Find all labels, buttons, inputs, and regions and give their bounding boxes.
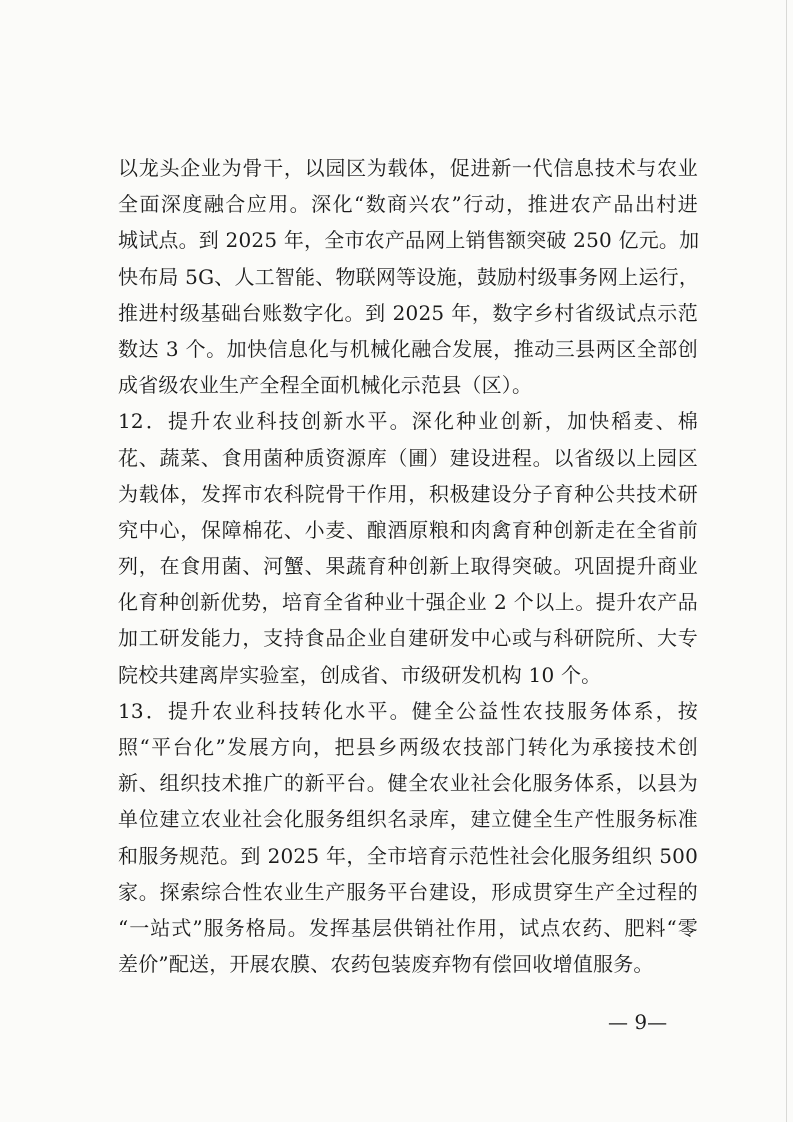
- text-line: 和服务规范。到 2025 年，全市培育示范性社会化服务组织 500: [118, 843, 698, 868]
- text-line: 花、蔬菜、食用菌种质资源库（圃）建设进程。以省级以上园区: [118, 445, 698, 470]
- body-text: [118, 150, 698, 982]
- text-line: 城试点。到 2025 年，全市农产品网上销售额突破 250 亿元。加: [118, 228, 700, 253]
- text-line: 列，在食用菌、河蟹、果蔬育种创新上取得突破。巩固提升商业: [118, 554, 698, 579]
- text-line: 快布局 5G、人工智能、物联网等设施，鼓励村级事务网上运行，: [118, 264, 700, 289]
- text-line: 以龙头企业为骨干，以园区为载体，促进新一代信息技术与农业: [118, 156, 698, 180]
- text-line: 化育种创新优势，培育全省种业十强企业 2 个以上。提升农产品: [118, 590, 698, 615]
- text-line: “一站式”服务格局。发挥基层供销社作用，试点农药、肥料“零: [118, 915, 698, 940]
- text-line: 全面深度融合应用。深化“数商兴农”行动，推进农产品出村进: [118, 192, 698, 217]
- text-line: 推进村级基础台账数字化。到 2025 年，数字乡村省级试点示范: [118, 300, 698, 325]
- text-line: 院校共建离岸实验室，创成省、市级研发机构 10 个。: [118, 662, 602, 687]
- text-line: 新、组织技术推广的新平台。健全农业社会化服务体系，以县为: [118, 771, 698, 796]
- paragraph-12-heading-line: 12．提升农业科技创新水平。深化种业创新，加快稻麦、棉: [118, 409, 698, 434]
- text-line: 数达 3 个。加快信息化与机械化融合发展，推动三县两区全部创: [118, 336, 698, 361]
- text-line: 单位建立农业社会化服务组织名录库，建立健全生产性服务标准: [118, 807, 698, 832]
- page-number: — 9—: [608, 1010, 668, 1034]
- text-line: 家。探索综合性农业生产服务平台建设，形成贯穿生产全过程的: [118, 879, 698, 904]
- text-line: 成省级农业生产全程全面机械化示范县（区）。: [118, 373, 533, 398]
- text-line: 究中心，保障棉花、小麦、酿酒原粮和肉禽育种创新走在全省前: [118, 517, 698, 542]
- paragraph-13-heading-line: 13．提升农业科技转化水平。健全公益性农技服务体系，按: [118, 698, 698, 723]
- text-line: 差价”配送，开展农膜、农药包装废弃物有偿回收增值服务。: [118, 952, 654, 977]
- text-line: 加工研发能力，支持食品企业自建研发中心或与科研院所、大专: [118, 626, 698, 651]
- page-edge: [786, 0, 787, 1122]
- text-line: 为载体，发挥市农科院骨干作用，积极建设分子育种公共技术研: [118, 481, 698, 506]
- text-line: 照“平台化”发展方向，把县乡两级农技部门转化为承接技术创: [118, 735, 698, 759]
